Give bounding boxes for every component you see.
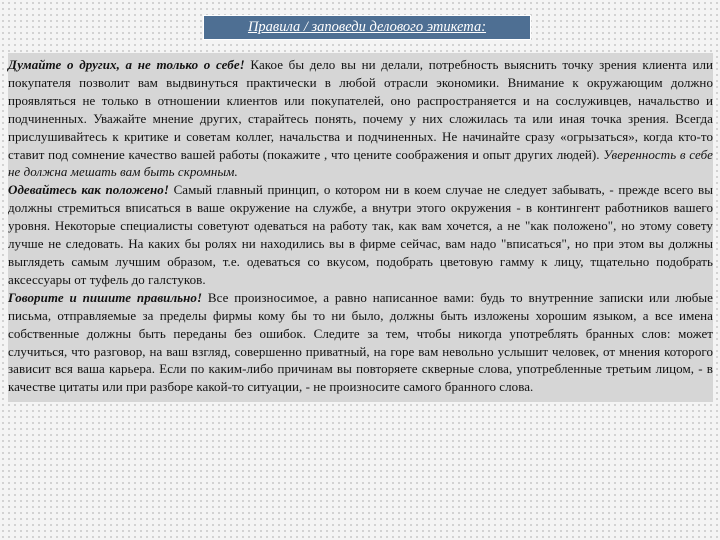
rule-closing: Уверенность в себе не должна мешать вам быть скромным. (8, 146, 714, 180)
rule-heading: Говорите и пишите правильно! (8, 289, 203, 305)
rule-paragraph (8, 56, 713, 181)
slide-title-text: Правила / заповеди делового этикета: (247, 19, 487, 35)
rule-body: Самый главный принцип, о котором ни в коем случае не следует забывать, - прежде всего вы должны стремиться вписаться в ваше окружение на службе, а внутри этого окружения - в контингент работников вашего уровня. Некоторые специалисты советуют одеваться на работу так, как вам хочется, а не "как положено", но этому совету лучше не следовать. На каких бы ролях ни находились вы в фирме сейчас, вам надо "вписаться", но при этом вы должны выглядеть самым лучшим образом, т.е. одеваться со вкусом, подобрать цветовую гамму к лицу, тщательно подобрать аксессуары от туфель до галстуков. (8, 182, 713, 287)
rules-text-block (8, 53, 713, 402)
rule-body: Все произносимое, а равно написанное вами: будь то внутренние записки или любые письма, отправляемые за пределы фирмы кому бы то ни было, должны быть изложены хорошим языком, а все имена собственные должны быть переданы без ошибок. Следите за тем, чтобы никогда употреблять бранных слов: может случиться, что разговор, на ваш взгляд, совершенно приватный, на горе вам невольно услышит человек, от мнения которого зависит вся ваша карьера. Если по каким-либо причинам вы повторяете скверные слова, употребленные третьим лицом, - в качестве цитаты или при разборе какой-то ситуации, - не произносите самого бранного слова. (8, 289, 713, 395)
rule-paragraph (8, 289, 713, 396)
slide-title (203, 15, 531, 40)
rule-heading: Одевайтесь как положено! (8, 182, 169, 198)
rule-heading: Думайте о других, а не только о себе! (8, 57, 245, 72)
rule-paragraph (8, 181, 713, 288)
rule-body: Какое бы дело вы ни делали, потребность выяснить точку зрения клиента или покупателя позволит вам выдвинуться практически в любой отрасли экономики. Внимание к окружающим должно проявляться не только в отношении клиентов или покупателей, оно распространяется и на сослуживцев, начальство и подчиненных. Уважайте мнение других, старайтесь понять, почему у них сложилась та или иная точка зрения. Всегда прислушивайтесь к критике и советам коллег, начальства и подчиненных. Не начинайте сразу «огрызаться», когда кто-то ставит под сомнение качество вашей работы (покажите , что цените соображения и опыт других людей). (8, 57, 714, 162)
